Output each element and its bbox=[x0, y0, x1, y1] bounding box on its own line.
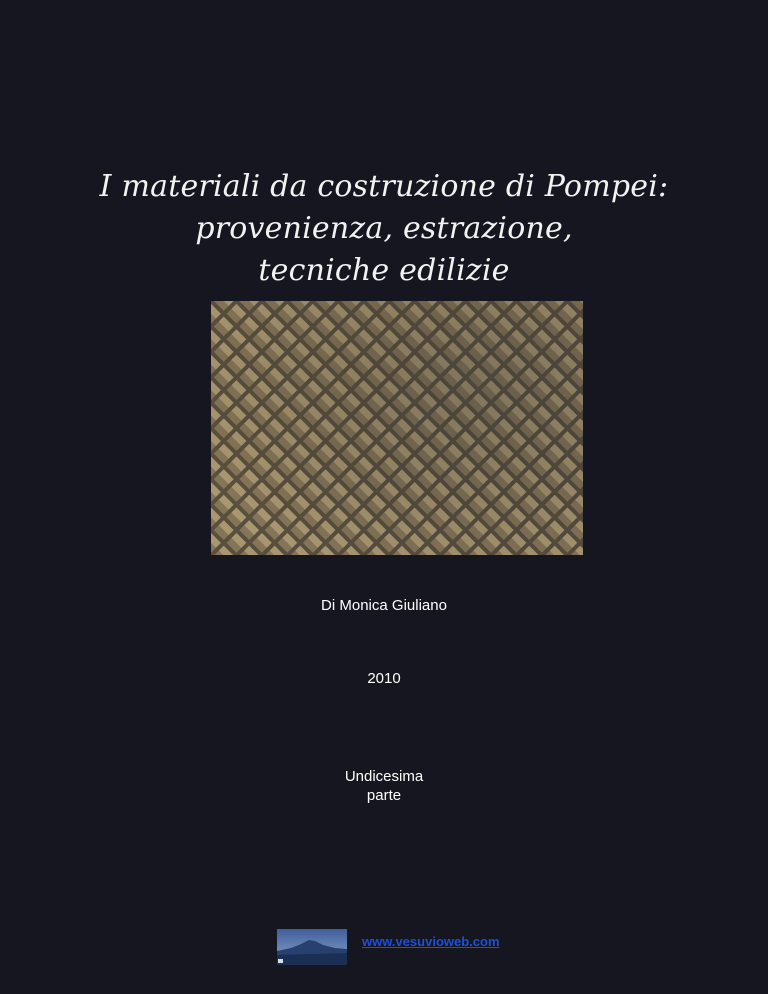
cover-photo bbox=[211, 301, 583, 555]
part-line-2: parte bbox=[366, 787, 402, 804]
document-title bbox=[0, 166, 768, 292]
part-label bbox=[0, 767, 768, 805]
part-line-1: Undicesima bbox=[344, 768, 424, 785]
title-line-1: I materiali da costruzione di Pompei: bbox=[99, 169, 669, 204]
publication-year: 2010 bbox=[367, 670, 401, 687]
author-line: Di Monica Giuliano bbox=[321, 597, 447, 614]
title-line-3: tecniche edilizie bbox=[258, 253, 510, 288]
website-link[interactable]: www.vesuvioweb.com bbox=[362, 934, 500, 949]
title-line-2: provenienza, estrazione, bbox=[195, 211, 573, 246]
vesuvio-landscape-logo-icon bbox=[277, 929, 347, 965]
